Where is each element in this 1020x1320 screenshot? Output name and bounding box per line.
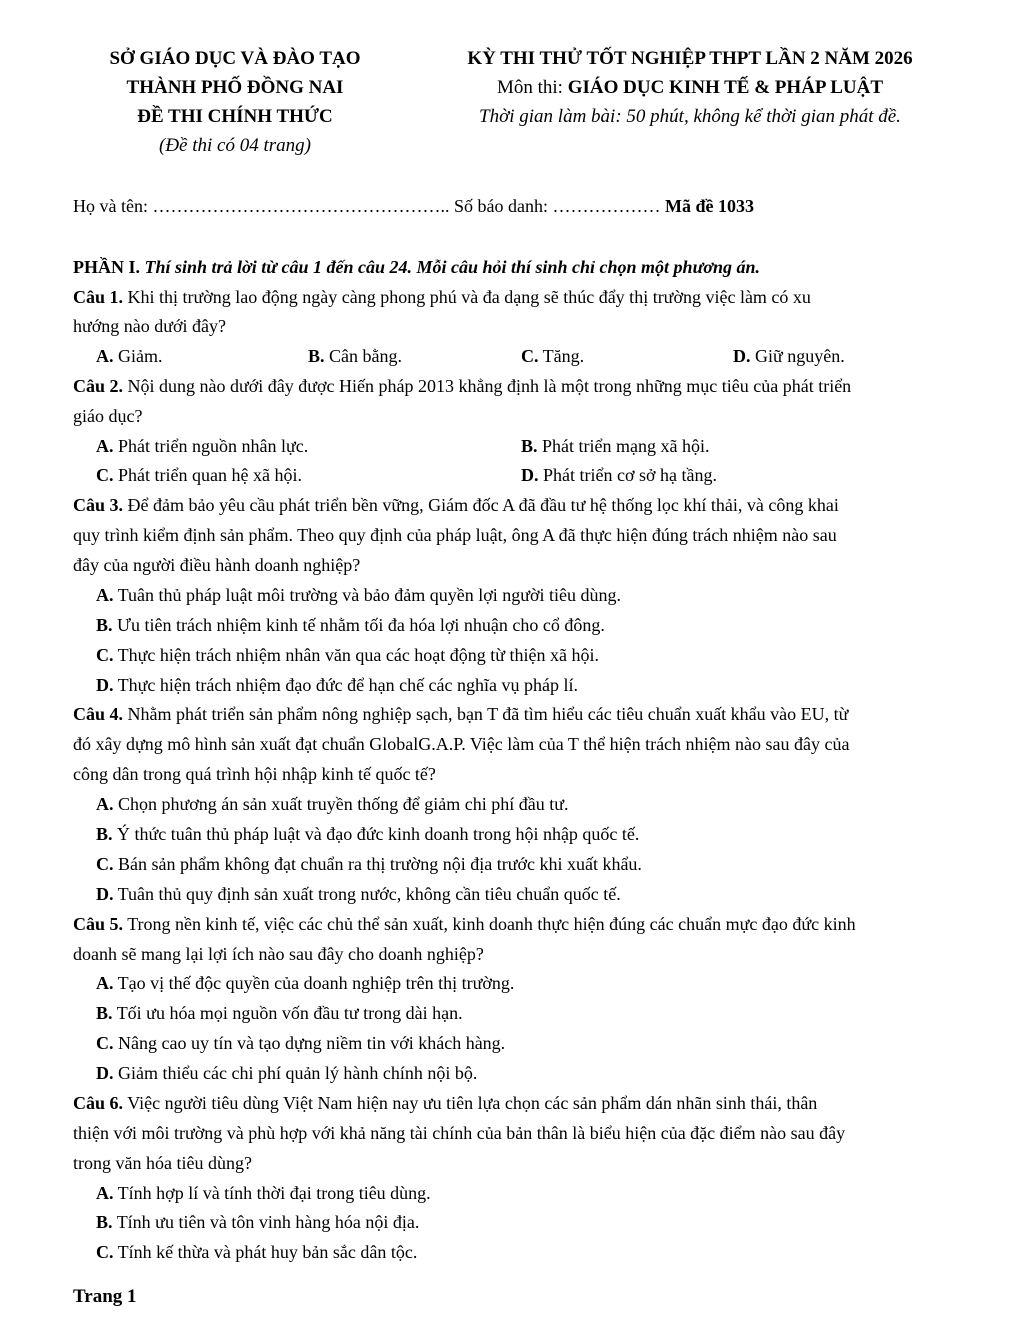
question-stem bbox=[73, 1093, 817, 1114]
option-letter: D. bbox=[521, 465, 539, 485]
question-number: Câu 2. bbox=[73, 376, 124, 396]
page-count-note: (Đề thi có 04 trang) bbox=[159, 135, 311, 156]
question-text: công dân trong quá trình hội nhập kinh tế quốc tế? bbox=[73, 764, 436, 784]
question-text: đây của người điều hành doanh nghiệp? bbox=[73, 555, 361, 575]
id-field[interactable]: ……………… bbox=[552, 196, 665, 216]
option-letter: C. bbox=[96, 645, 114, 665]
option-letter: A. bbox=[96, 1183, 114, 1203]
subject-label: Môn thi: bbox=[496, 77, 568, 98]
answer-option[interactable] bbox=[96, 436, 308, 457]
question-number: Câu 3. bbox=[73, 495, 124, 515]
answer-option[interactable] bbox=[733, 346, 845, 367]
option-text: Giảm. bbox=[113, 346, 163, 366]
part-text: Thí sinh trả lời từ câu 1 đến câu 24. Mỗi câu hỏi thí sinh chỉ chọn một phương án. bbox=[140, 257, 761, 277]
answer-option[interactable] bbox=[96, 973, 514, 994]
question-stem bbox=[73, 704, 848, 725]
option-text: Phát triển nguồn nhân lực. bbox=[113, 436, 309, 456]
option-letter: A. bbox=[96, 794, 114, 814]
question-text: Trong nền kinh tế, việc các chủ thể sản xuất, kinh doanh thực hiện đúng các chuẩn mực đạo đức kinh bbox=[123, 914, 856, 934]
answer-option[interactable] bbox=[96, 645, 599, 666]
option-letter: C. bbox=[96, 854, 114, 874]
header-right bbox=[405, 44, 975, 131]
time-note: Thời gian làm bài: 50 phút, không kể thời gian phát đề. bbox=[479, 106, 901, 127]
question-number: Câu 1. bbox=[73, 287, 124, 307]
answer-option[interactable] bbox=[96, 1212, 419, 1233]
question-stem bbox=[73, 495, 839, 516]
option-text: Phát triển mạng xã hội. bbox=[537, 436, 710, 456]
subject-name: GIÁO DỤC KINH TẾ & PHÁP LUẬT bbox=[567, 77, 884, 98]
option-text: Tăng. bbox=[538, 346, 585, 366]
answer-option[interactable] bbox=[521, 346, 584, 367]
option-text: Phát triển cơ sở hạ tầng. bbox=[538, 465, 717, 485]
answer-option[interactable] bbox=[96, 1063, 477, 1084]
option-letter: C. bbox=[521, 346, 539, 366]
option-text: Tối ưu hóa mọi nguồn vốn đầu tư trong dài hạn. bbox=[112, 1003, 463, 1023]
question-text: trong văn hóa tiêu dùng? bbox=[73, 1153, 252, 1173]
exam-title: KỲ THI THỬ TỐT NGHIỆP THPT LẦN 2 NĂM 2026 bbox=[467, 48, 913, 69]
option-letter: B. bbox=[521, 436, 538, 456]
question-text: quy trình kiểm định sản phẩm. Theo quy định của pháp luật, ông A đã thực hiện đúng trách nhiệm nào sau bbox=[73, 525, 837, 545]
question-number: Câu 5. bbox=[73, 914, 124, 934]
option-letter: A. bbox=[96, 585, 114, 605]
part-label: PHẦN I. bbox=[73, 257, 140, 277]
question-text: Khi thị trường lao động ngày càng phong phú và đa dạng sẽ thúc đẩy thị trường việc làm có xu bbox=[123, 287, 811, 307]
question-text: đó xây dựng mô hình sản xuất đạt chuẩn GlobalG.A.P. Việc làm của T thể hiện trách nhiệm nào sau đây của bbox=[73, 734, 850, 754]
option-letter: A. bbox=[96, 973, 114, 993]
city-name: THÀNH PHỐ ĐỒNG NAI bbox=[126, 77, 344, 98]
question-text: thiện với môi trường và phù hợp với khả năng tài chính của bản thân là biểu hiện của đặc điểm nào sau đây bbox=[73, 1123, 846, 1143]
answer-option[interactable] bbox=[521, 436, 709, 457]
option-letter: D. bbox=[96, 675, 114, 695]
question-stem bbox=[73, 287, 811, 308]
question-stem bbox=[73, 914, 856, 935]
option-text: Giữ nguyên. bbox=[750, 346, 845, 366]
official-exam-label: ĐỀ THI CHÍNH THỨC bbox=[137, 106, 333, 127]
answer-option[interactable] bbox=[521, 465, 717, 486]
answer-option[interactable] bbox=[96, 794, 568, 815]
id-label: Số báo danh: bbox=[453, 196, 553, 216]
page-number: Trang 1 bbox=[73, 1286, 137, 1307]
option-letter: A. bbox=[96, 436, 114, 456]
option-text: Thực hiện trách nhiệm đạo đức để hạn chế các nghĩa vụ pháp lí. bbox=[113, 675, 579, 695]
option-letter: A. bbox=[96, 346, 114, 366]
question-number: Câu 6. bbox=[73, 1093, 124, 1113]
option-text: Tuân thủ pháp luật môi trường và bảo đảm quyền lợi người tiêu dùng. bbox=[113, 585, 622, 605]
option-text: Tính hợp lí và tính thời đại trong tiêu dùng. bbox=[113, 1183, 431, 1203]
answer-option[interactable] bbox=[308, 346, 402, 367]
option-text: Cân bằng. bbox=[324, 346, 402, 366]
name-field[interactable]: ………………………………………….. bbox=[152, 196, 454, 216]
option-letter: B. bbox=[96, 615, 113, 635]
answer-option[interactable] bbox=[96, 1003, 463, 1024]
answer-option[interactable] bbox=[96, 1242, 417, 1263]
answer-option[interactable] bbox=[96, 1033, 505, 1054]
option-text: Tuân thủ quy định sản xuất trong nước, không cần tiêu chuẩn quốc tế. bbox=[113, 884, 621, 904]
question-text: hướng nào dưới đây? bbox=[73, 316, 227, 336]
answer-option[interactable] bbox=[96, 824, 639, 845]
exam-code: Mã đề 1033 bbox=[664, 196, 754, 216]
option-text: Nâng cao uy tín và tạo dựng niềm tin với khách hàng. bbox=[113, 1033, 506, 1053]
option-letter: B. bbox=[96, 1212, 113, 1232]
option-text: Thực hiện trách nhiệm nhân văn qua các hoạt động từ thiện xã hội. bbox=[113, 645, 600, 665]
question-text: doanh sẽ mang lại lợi ích nào sau đây cho doanh nghiệp? bbox=[73, 944, 484, 964]
candidate-info-line bbox=[73, 196, 754, 217]
department-name: SỞ GIÁO DỤC VÀ ĐÀO TẠO bbox=[109, 48, 361, 69]
option-letter: C. bbox=[96, 465, 114, 485]
option-text: Ý thức tuân thủ pháp luật và đạo đức kinh doanh trong hội nhập quốc tế. bbox=[112, 824, 640, 844]
question-text: Nhằm phát triển sản phẩm nông nghiệp sạch, bạn T đã tìm hiểu các tiêu chuẩn xuất khẩu vào EU, từ bbox=[123, 704, 849, 724]
question-text: Nội dung nào dưới đây được Hiến pháp 2013 khẳng định là một trong những mục tiêu của phát triển bbox=[123, 376, 852, 396]
question-stem bbox=[73, 376, 851, 397]
answer-option[interactable] bbox=[96, 346, 163, 367]
answer-option[interactable] bbox=[96, 1183, 431, 1204]
option-text: Tính ưu tiên và tôn vinh hàng hóa nội địa. bbox=[112, 1212, 420, 1232]
name-label: Họ và tên: bbox=[73, 196, 153, 216]
option-letter: C. bbox=[96, 1033, 114, 1053]
answer-option[interactable] bbox=[96, 854, 642, 875]
option-letter: C. bbox=[96, 1242, 114, 1262]
answer-option[interactable] bbox=[96, 465, 302, 486]
option-text: Tạo vị thế độc quyền của doanh nghiệp trên thị trường. bbox=[113, 973, 515, 993]
header-left bbox=[70, 44, 400, 160]
question-text: giáo dục? bbox=[73, 406, 143, 426]
option-text: Bán sản phẩm không đạt chuẩn ra thị trường nội địa trước khi xuất khẩu. bbox=[113, 854, 642, 874]
part-instruction bbox=[73, 257, 760, 278]
option-letter: B. bbox=[96, 1003, 113, 1023]
option-text: Ưu tiên trách nhiệm kinh tế nhằm tối đa hóa lợi nhuận cho cổ đông. bbox=[112, 615, 605, 635]
answer-option[interactable] bbox=[96, 884, 621, 905]
question-text: Việc người tiêu dùng Việt Nam hiện nay ưu tiên lựa chọn các sản phẩm dán nhãn sinh thái, thân bbox=[123, 1093, 818, 1113]
option-letter: D. bbox=[733, 346, 751, 366]
option-letter: B. bbox=[308, 346, 325, 366]
answer-option[interactable] bbox=[96, 585, 621, 606]
option-text: Phát triển quan hệ xã hội. bbox=[113, 465, 302, 485]
option-letter: D. bbox=[96, 1063, 114, 1083]
question-text: Để đảm bảo yêu cầu phát triển bền vững, Giám đốc A đã đầu tư hệ thống lọc khí thải, và công khai bbox=[123, 495, 839, 515]
question-number: Câu 4. bbox=[73, 704, 124, 724]
answer-option[interactable] bbox=[96, 615, 605, 636]
answer-option[interactable] bbox=[96, 675, 578, 696]
option-text: Giảm thiểu các chi phí quản lý hành chính nội bộ. bbox=[113, 1063, 478, 1083]
option-text: Chọn phương án sản xuất truyền thống để giảm chi phí đầu tư. bbox=[113, 794, 569, 814]
option-letter: D. bbox=[96, 884, 114, 904]
option-text: Tính kế thừa và phát huy bản sắc dân tộc. bbox=[113, 1242, 418, 1262]
subject-line bbox=[405, 73, 975, 102]
option-letter: B. bbox=[96, 824, 113, 844]
